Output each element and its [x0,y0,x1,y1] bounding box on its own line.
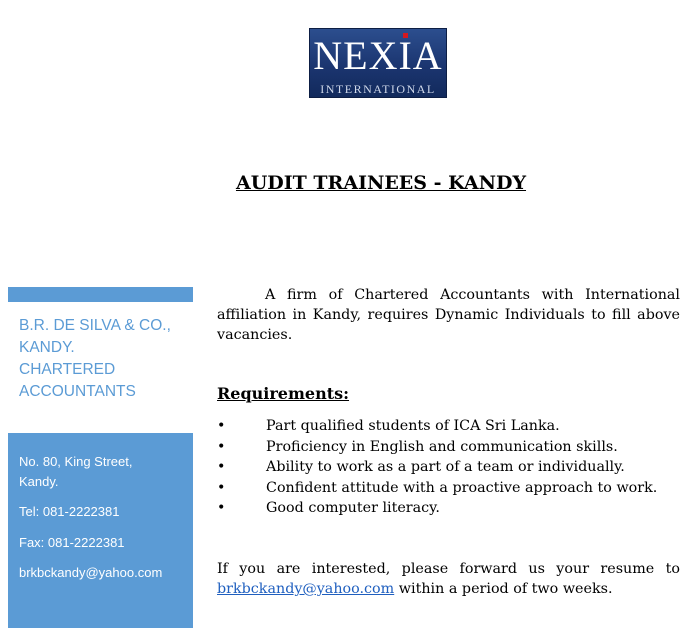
requirement-text: Proficiency in English and communication skills. [266,438,618,455]
list-item [217,416,680,437]
closing-paragraph [217,559,680,599]
nexia-logo [309,28,447,98]
bullet-icon: • [217,459,226,475]
fax: Fax: 081-2222381 [19,535,125,550]
list-item [217,498,680,519]
list-item [217,478,680,499]
logo-name: NEXIA [313,33,443,78]
address-line: No. 80, King Street, [19,454,133,469]
contact-panel [8,433,193,628]
requirement-text: Ability to work as a part of a team or individually. [266,459,625,475]
requirements-list [217,416,680,519]
firm-name-block [19,315,191,403]
telephone: Tel: 081-2222381 [19,504,120,519]
list-item [217,457,680,478]
firm-line: CHARTERED [19,361,116,378]
bullet-icon: • [217,438,226,455]
address-line: Kandy. [19,474,59,489]
firm-line: ACCOUNTANTS [19,383,136,400]
requirement-text: Confident attitude with a proactive approach to work. [266,479,658,496]
requirements-heading: Requirements: [217,384,350,403]
page-title: AUDIT TRAINEES - KANDY [235,172,527,194]
firm-line: B.R. DE SILVA & CO., [19,317,171,334]
list-item [217,437,680,458]
closing-text: If you are interested, please forward us your resume to [217,561,680,577]
logo-subtitle: INTERNATIONAL [320,82,436,96]
intro-paragraph: A firm of Chartered Accountants with International affiliation in Kandy, requires Dynamic Individuals to fill above vacancies. [217,287,680,343]
email-link[interactable]: brkbckandy@yahoo.com [217,581,395,597]
requirement-text: Good computer literacy. [266,500,440,516]
bullet-icon: • [217,500,226,516]
contact-email[interactable]: brkbckandy@yahoo.com [19,565,163,580]
requirement-text: Part qualified students of ICA Sri Lanka. [266,418,560,434]
firm-line: KANDY. [19,339,75,356]
closing-text-end: within a period of two weeks. [394,581,613,597]
sidebar-accent-bar [8,287,193,302]
bullet-icon: • [217,418,226,434]
bullet-icon: • [217,479,226,496]
